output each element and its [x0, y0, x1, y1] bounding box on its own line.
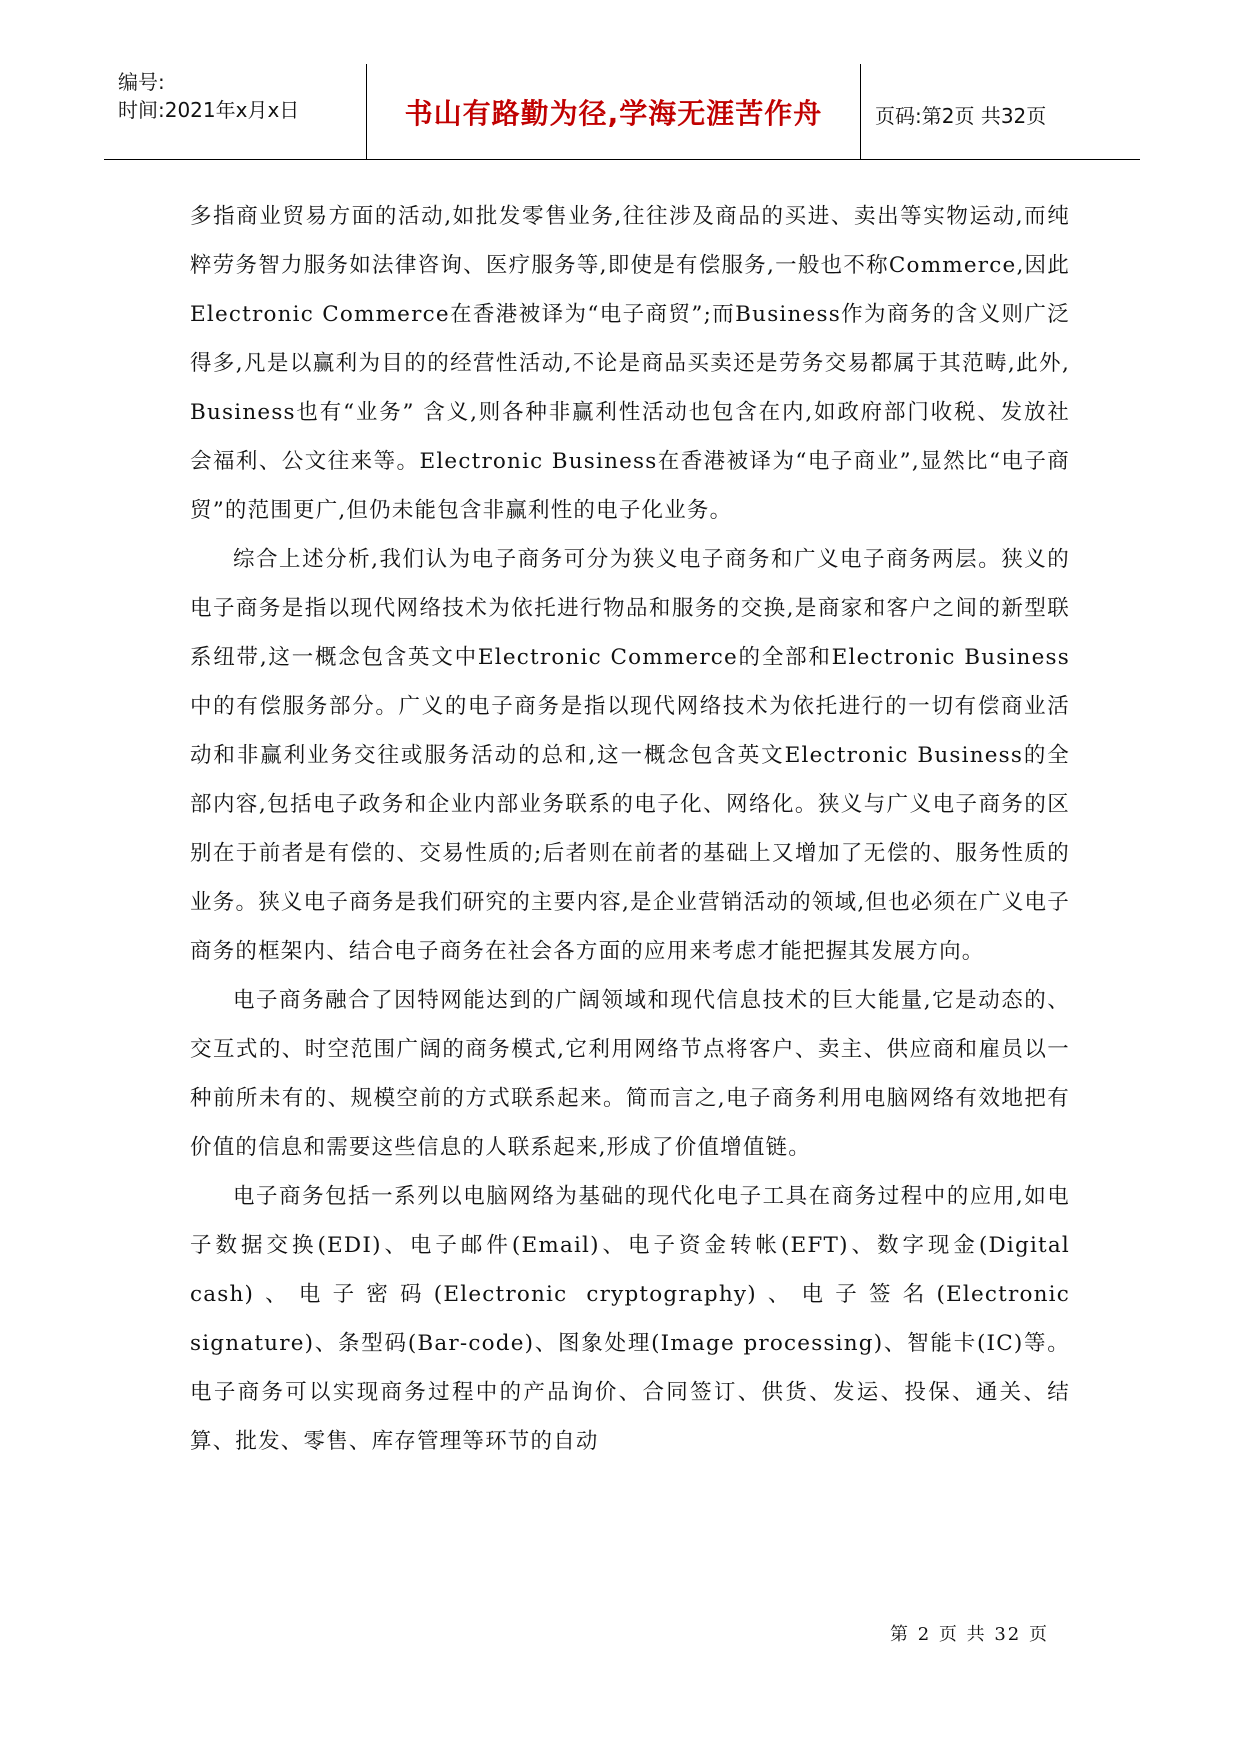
- page-header: [104, 64, 1140, 160]
- body-paragraph-2: 综合上述分析,我们认为电子商务可分为狭义电子商务和广义电子商务两层。狭义的电子商务是指以现代网络技术为依托进行物品和服务的交换,是商家和客户之间的新型联系纽带,这一概念包含英文中Electronic Commerce的全部和Electronic Business中的有偿服务部分。广义的电子商务是指以现代网络技术为依托进行的一切有偿商业活动和非赢利业务交往或服务活动的总和,这一概念包含英文Electronic Business的全部内容,包括电子政务和企业内部业务联系的电子化、网络化。狭义与广义电子商务的区别在于前者是有偿的、交易性质的;后者则在前者的基础上又增加了无偿的、服务性质的业务。狭义电子商务是我们研究的主要内容,是企业营销活动的领域,但也必须在广义电子商务的框架内、结合电子商务在社会各方面的应用来考虑才能把握其发展方向。: [190, 547, 1070, 964]
- document-time-label: 时间:2021年x月x日: [118, 98, 300, 122]
- header-motto: 书山有路勤为径,学海无涯苦作舟: [404, 97, 823, 130]
- document-number-label: 编号:: [118, 70, 165, 94]
- header-page-info: 页码:第2页 共32页: [875, 104, 1047, 128]
- page-footer: 第 2 页 共 32 页: [890, 1624, 1049, 1645]
- body-paragraph-3: 电子商务融合了因特网能达到的广阔领域和现代信息技术的巨大能量,它是动态的、交互式的、时空范围广阔的商务模式,它利用网络节点将客户、卖主、供应商和雇员以一种前所未有的、规模空前的方式联系起来。简而言之,电子商务利用电脑网络有效地把有价值的信息和需要这些信息的人联系起来,形成了价值增值链。: [190, 988, 1070, 1160]
- header-motto-cell: [367, 64, 861, 159]
- document-body: [190, 192, 1070, 1466]
- header-meta-cell: [104, 64, 367, 159]
- body-paragraph-1: 多指商业贸易方面的活动,如批发零售业务,往往涉及商品的买进、卖出等实物运动,而纯粹劳务智力服务如法律咨询、医疗服务等,即使是有偿服务,一般也不称Commerce,因此Electronic Commerce在香港被译为“电子商贸”;而Business作为商务的含义则广泛得多,凡是以赢利为目的的经营性活动,不论是商品买卖还是劳务交易都属于其范畴,此外, Business也有“业务” 含义,则各种非赢利性活动也包含在内,如政府部门收税、发放社会福利、公文往来等。Electronic Business在香港被译为“电子商业”,显然比“电子商贸”的范围更广,但仍未能包含非赢利性的电子化业务。: [190, 204, 1070, 523]
- body-paragraph-4: 电子商务包括一系列以电脑网络为基础的现代化电子工具在商务过程中的应用,如电子数据交换(EDI)、电子邮件(Email)、电子资金转帐(EFT)、数字现金(Digital cash)、电子密码(Electronic cryptography)、电子签名(Electronic signature)、条型码(Bar-code)、图象处理(Image processing)、智能卡(IC)等。电子商务可以实现商务过程中的产品询价、合同签订、供货、发运、投保、通关、结算、批发、零售、库存管理等环节的自动: [190, 1184, 1070, 1454]
- header-page-cell: [861, 64, 1140, 159]
